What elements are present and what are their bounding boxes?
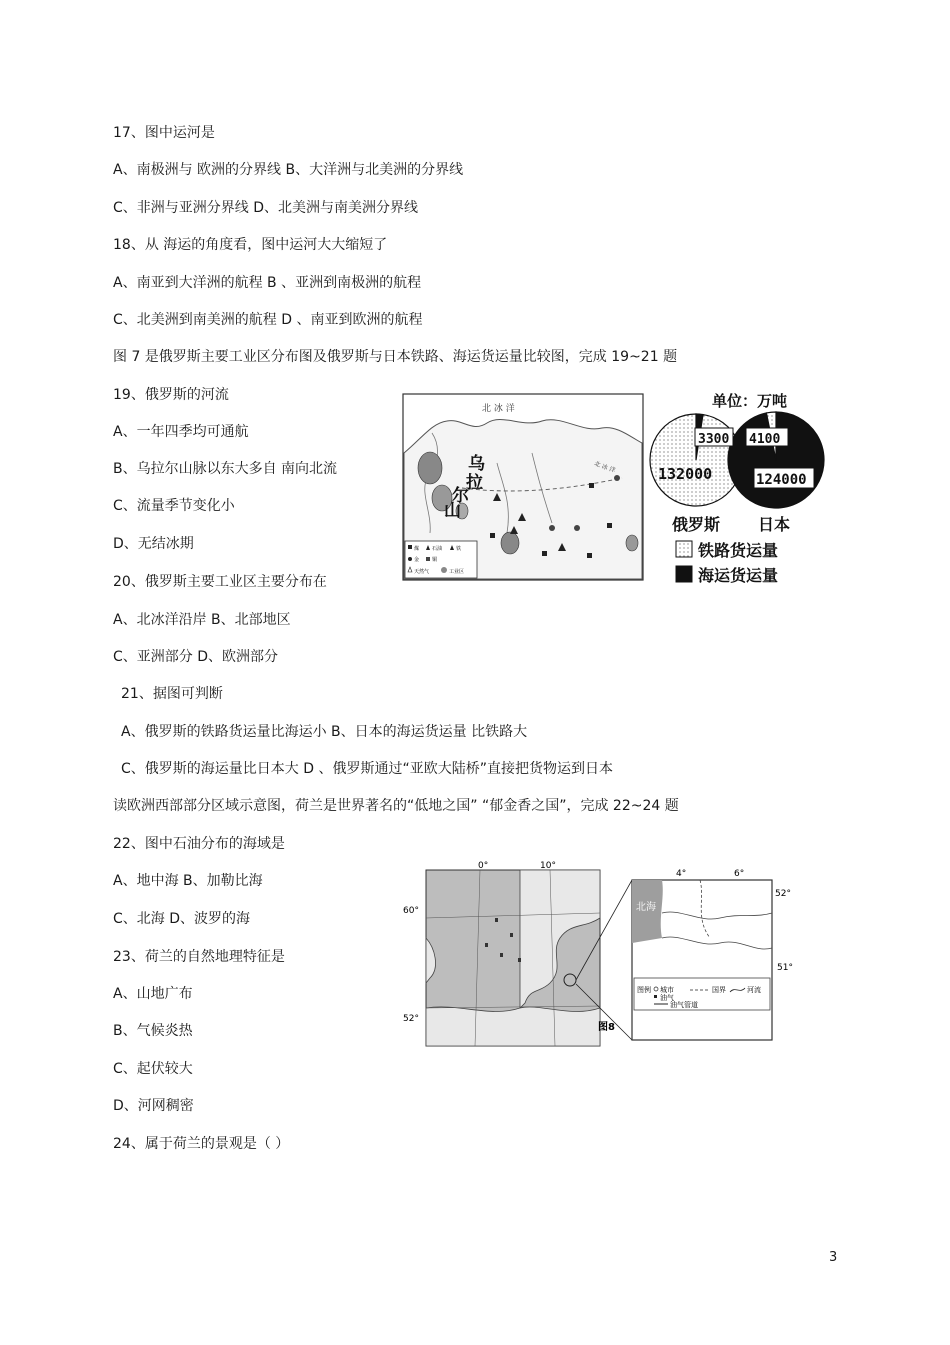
question-17-options-cd: C、非洲与亚洲分界线 D、北美洲与南美洲分界线 <box>113 200 419 216</box>
question-18-options-cd: C、北美洲到南美洲的航程 D 、南亚到欧洲的航程 <box>113 312 423 328</box>
question-19-option-a: A、一年四季均可通航 <box>113 424 249 440</box>
question-20-options-cd: C、亚洲部分 D、欧洲部分 <box>113 649 279 665</box>
inset-legend-pipeline: 油气管道 <box>670 1001 698 1009</box>
question-23-option-d: D、河网稠密 <box>113 1098 194 1114</box>
russia-industrial-map <box>402 393 644 581</box>
question-19-option-c: C、流量季节变化小 <box>113 498 235 514</box>
ural-char-2: 拉 <box>466 473 483 493</box>
question-19-title: 19、俄罗斯的河流 <box>113 387 229 403</box>
inset-legend-oilgas: 油气 <box>660 994 674 1002</box>
figure-8-label: 图8 <box>598 1022 615 1033</box>
ural-char-1: 乌 <box>468 454 485 474</box>
inset-legend-border: 国界 <box>712 986 726 994</box>
question-23-title: 23、荷兰的自然地理特征是 <box>113 949 285 965</box>
legend-gas: 天然气 <box>414 569 430 575</box>
inset-legend-title: 图例 <box>637 986 651 994</box>
japan-rail-value: 4100 <box>749 432 781 447</box>
lat-52-label: 52° <box>403 1014 419 1024</box>
russia-name: 俄罗斯 <box>672 515 721 534</box>
legend-sea-swatch <box>676 566 692 582</box>
legend-rail-swatch <box>676 541 692 557</box>
question-23-option-b: B、气候炎热 <box>113 1023 193 1039</box>
ural-char-3: 尔 <box>452 486 469 506</box>
railway-label: 北 冰 洋 <box>593 460 617 475</box>
question-23-option-c: C、起伏较大 <box>113 1061 193 1077</box>
question-21-title: 21、据图可判断 <box>121 686 223 702</box>
question-22-options-cd: C、北海 D、波罗的海 <box>113 911 251 927</box>
legend-iron: 铁 <box>456 546 462 552</box>
ural-char-4: 山 <box>444 501 461 521</box>
legend-sea-label: 海运货运量 <box>698 566 779 585</box>
question-18-options-ab: A、南亚到大洋洲的航程 B 、亚洲到南极洲的航程 <box>113 275 422 291</box>
lat-60-label: 60° <box>403 906 419 916</box>
inset-lon-6-label: 6° <box>734 869 745 879</box>
inset-lat-52-label: 52° <box>775 889 791 899</box>
question-20-options-ab: A、北冰洋沿岸 B、北部地区 <box>113 612 291 628</box>
page-number: 3 <box>829 1250 838 1265</box>
question-17-options-ab: A、南极洲与 欧洲的分界线 B、大洋洲与北美洲的分界线 <box>113 162 464 178</box>
question-24-title: 24、属于荷兰的景观是（ ） <box>113 1136 290 1152</box>
lon-10-label: 10° <box>540 861 556 871</box>
japan-name: 日本 <box>758 515 791 534</box>
legend-copper: 铜 <box>432 557 438 563</box>
question-21-options-cd: C、俄罗斯的海运量比日本大 D 、俄罗斯通过“亚欧大陆桥”直接把货物运到日本 <box>121 761 613 777</box>
pie-unit-label: 单位：万吨 <box>712 392 788 410</box>
question-21-options-ab: A、俄罗斯的铁路货运量比海运小 B、日本的海运货运量 比铁路大 <box>121 724 528 740</box>
question-19-option-d: D、无结冰期 <box>113 536 194 552</box>
japan-sea-value: 124000 <box>756 472 807 488</box>
russia-sea-value: 3300 <box>698 432 730 447</box>
question-17-title: 17、图中运河是 <box>113 125 215 141</box>
inset-lat-51-label: 51° <box>777 963 793 973</box>
arctic-ocean-label: 北 冰 洋 <box>482 404 515 414</box>
freight-pie-figure <box>646 390 828 588</box>
figure-8-intro: 读欧洲西部部分区域示意图，荷兰是世界著名的“低地之国” “郁金香之国”，完成 22~24 题 <box>113 798 679 814</box>
europe-west-map <box>400 858 806 1052</box>
legend-gold: 金 <box>414 557 420 563</box>
legend-coal: 煤 <box>414 546 420 552</box>
question-18-title: 18、从 海运的角度看，图中运河大大缩短了 <box>113 237 388 253</box>
russia-rail-value: 132000 <box>658 465 713 483</box>
question-22-title: 22、图中石油分布的海域是 <box>113 836 285 852</box>
inset-legend-river: 河流 <box>747 986 761 994</box>
legend-industrial: 工业区 <box>449 569 465 575</box>
inset-legend-city: 城市 <box>660 986 674 994</box>
question-23-option-a: A、山地广布 <box>113 986 193 1002</box>
legend-rail-label: 铁路货运量 <box>698 541 779 560</box>
inset-north-sea-label: 北海 <box>636 902 656 913</box>
figure-7-intro: 图 7 是俄罗斯主要工业区分布图及俄罗斯与日本铁路、海运货运量比较图，完成 19~21 题 <box>113 349 678 365</box>
question-22-options-ab: A、地中海 B、加勒比海 <box>113 873 263 889</box>
question-19-option-b: B、乌拉尔山脉以东大多自 南向北流 <box>113 461 338 477</box>
legend-oil: 石油 <box>432 546 443 552</box>
inset-lon-4-label: 4° <box>676 869 687 879</box>
pie-japan <box>728 412 824 508</box>
lon-0-label: 0° <box>478 861 489 871</box>
question-20-title: 20、俄罗斯主要工业区主要分布在 <box>113 574 327 590</box>
